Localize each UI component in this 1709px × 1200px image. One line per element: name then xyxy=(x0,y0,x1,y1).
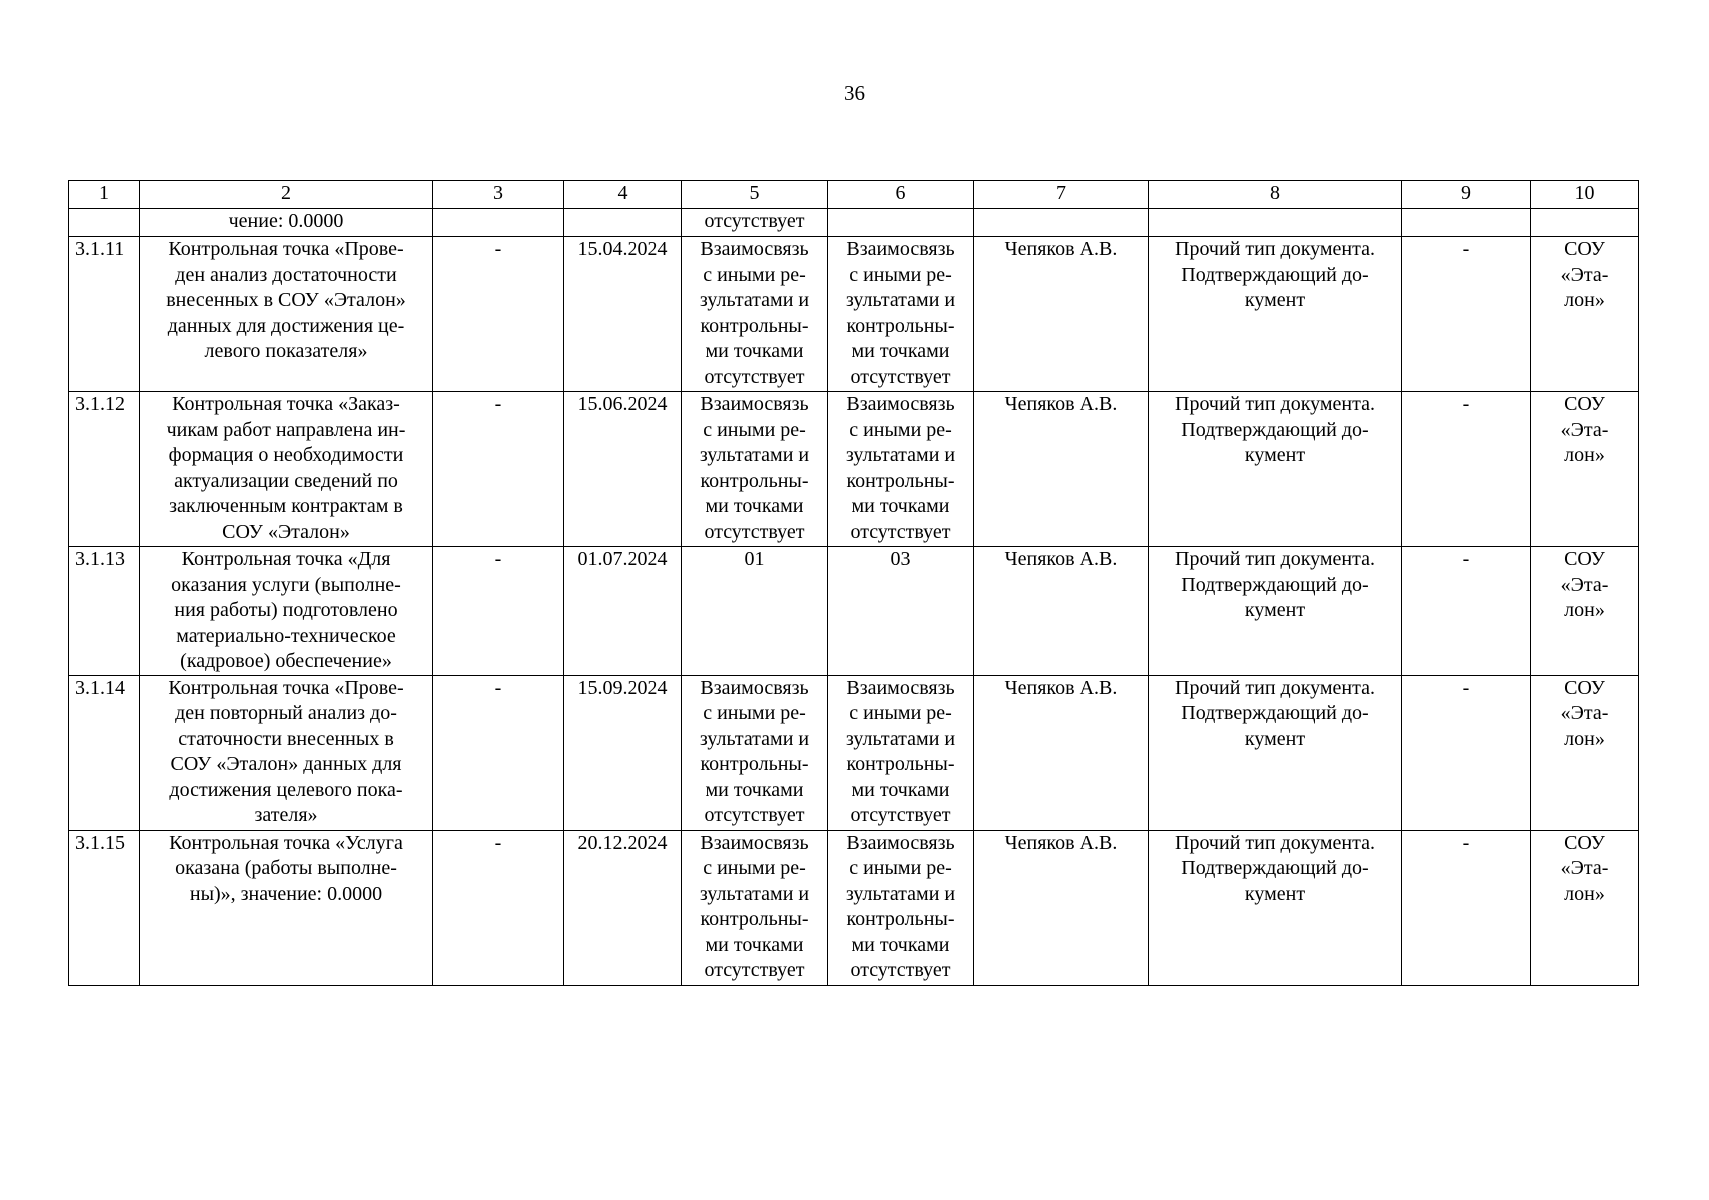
table-cell-text xyxy=(140,830,433,985)
cell-line: отсутствует xyxy=(704,959,805,981)
cell-line: Контрольная точка «Прове- xyxy=(168,238,404,260)
cell-line: ден анализ достаточности xyxy=(175,263,397,286)
cell-line: Прочий тип документа. xyxy=(1175,831,1375,854)
continuation-row xyxy=(69,209,1639,237)
table-cell-num: 3.1.11 xyxy=(69,237,140,392)
table-cell-person: Чепяков А.В. xyxy=(974,392,1149,547)
cell-line: материально-техническое xyxy=(176,624,396,647)
table-cell-c6 xyxy=(828,675,974,830)
cell-line: СОУ xyxy=(1564,831,1605,854)
table-cell-c3: - xyxy=(433,547,564,676)
cell-line: ми точками xyxy=(851,495,950,517)
cell-line: «Эта- xyxy=(1560,857,1609,879)
table-cell: чение: 0.0000 xyxy=(140,209,433,237)
header-cell: 5 xyxy=(682,181,828,209)
cell-line: заключенным контрактам в xyxy=(169,495,403,517)
table-row xyxy=(69,237,1639,392)
cell-line: Подтверждающий до- xyxy=(1181,702,1369,724)
table-cell-c3: - xyxy=(433,392,564,547)
table-cell-text xyxy=(140,675,433,830)
cell-line: контрольны- xyxy=(846,469,955,492)
table-cell-num: 3.1.15 xyxy=(69,830,140,985)
table-cell-person: Чепяков А.В. xyxy=(974,830,1149,985)
cell-line: Контрольная точка «Прове- xyxy=(168,676,404,699)
table-cell-c5 xyxy=(682,830,828,985)
cell-line: оказана (работы выполне- xyxy=(175,857,397,879)
milestones-table xyxy=(68,180,1639,986)
header-cell: 1 xyxy=(69,181,140,209)
cell-line: зателя» xyxy=(254,804,318,826)
table-cell-c9: - xyxy=(1402,547,1531,676)
cell-line: ны)», значение: 0.0000 xyxy=(189,882,383,905)
table-cell: отсутствует xyxy=(682,209,828,237)
cell-line: «Эта- xyxy=(1560,418,1609,441)
cell-line: СОУ «Эталон» xyxy=(222,520,350,543)
cell-line: Взаимосвязь xyxy=(846,831,955,854)
table-row xyxy=(69,675,1639,830)
cell-line: оказания услуги (выполне- xyxy=(171,573,401,596)
cell-line: зультатами и xyxy=(845,289,956,311)
cell-line: отсутствует xyxy=(704,804,805,826)
table-row xyxy=(69,392,1639,547)
table-cell-num: 3.1.13 xyxy=(69,547,140,676)
header-cell: 9 xyxy=(1402,181,1531,209)
table-cell-sys xyxy=(1531,392,1639,547)
table-cell xyxy=(1402,209,1531,237)
cell-line: отсутствует xyxy=(850,804,951,826)
cell-line: с иными ре- xyxy=(703,702,806,724)
cell-line: отсутствует xyxy=(850,959,951,981)
cell-line: Взаимосвязь xyxy=(846,676,955,699)
table-cell xyxy=(1531,209,1639,237)
cell-line: ми точками xyxy=(851,778,950,801)
cell-line: Взаимосвязь xyxy=(846,393,955,415)
cell-line: Взаимосвязь xyxy=(700,238,809,260)
cell-line: зультатами и xyxy=(845,444,956,466)
table-cell-c9: - xyxy=(1402,392,1531,547)
cell-line: внесенных в СОУ «Эталон» xyxy=(166,289,406,311)
cell-line: зультатами и xyxy=(845,882,956,905)
cell-line: с иными ре- xyxy=(849,857,952,879)
header-cell: 8 xyxy=(1149,181,1402,209)
cell-line: отсутствует xyxy=(704,365,805,388)
page-number: 36 xyxy=(844,81,865,105)
cell-line: ния работы) подготовлено xyxy=(174,599,398,621)
table-cell-person: Чепяков А.В. xyxy=(974,237,1149,392)
header-cell: 6 xyxy=(828,181,974,209)
table-row xyxy=(69,830,1639,985)
cell-line: данных для достижения це- xyxy=(167,314,405,337)
header-cell: 4 xyxy=(564,181,682,209)
cell-line: ден повторный анализ до- xyxy=(175,702,397,724)
table-cell-c6 xyxy=(828,392,974,547)
table-cell-sys xyxy=(1531,237,1639,392)
table-cell-text xyxy=(140,547,433,676)
cell-line: Контрольная точка «Заказ- xyxy=(172,393,400,415)
header-row xyxy=(69,181,1639,209)
cell-line: зультатами и xyxy=(845,727,956,750)
table-cell-person: Чепяков А.В. xyxy=(974,547,1149,676)
cell-line: СОУ «Эталон» данных для xyxy=(170,753,402,775)
cell-line: СОУ xyxy=(1564,393,1605,415)
table-cell-doc xyxy=(1149,675,1402,830)
table-cell xyxy=(828,209,974,237)
cell-line: зультатами и xyxy=(699,882,810,905)
cell-line: ми точками xyxy=(851,933,950,956)
cell-line: зультатами и xyxy=(699,444,810,466)
cell-line: лон» xyxy=(1564,289,1605,311)
cell-line: ми точками xyxy=(851,340,950,362)
cell-line: с иными ре- xyxy=(849,702,952,724)
table-cell-c5 xyxy=(682,392,828,547)
cell-line: Взаимосвязь xyxy=(700,676,809,699)
table-cell-c5 xyxy=(682,675,828,830)
table-cell-c6 xyxy=(828,237,974,392)
table-cell-c9: - xyxy=(1402,675,1531,830)
table-cell-c3: - xyxy=(433,675,564,830)
cell-line: контрольны- xyxy=(846,908,955,930)
table-cell-date: 15.04.2024 xyxy=(564,237,682,392)
table-cell-c9: - xyxy=(1402,237,1531,392)
cell-line: лон» xyxy=(1564,727,1605,750)
table-cell xyxy=(69,209,140,237)
table-row xyxy=(69,547,1639,676)
cell-line: кумент xyxy=(1244,444,1306,466)
cell-line: кумент xyxy=(1244,727,1306,750)
cell-line: Прочий тип документа. xyxy=(1175,393,1375,415)
cell-line: чикам работ направлена ин- xyxy=(166,418,406,441)
table-cell-c3: - xyxy=(433,237,564,392)
header-cell: 10 xyxy=(1531,181,1639,209)
cell-line: зультатами и xyxy=(699,727,810,750)
table-cell-person: Чепяков А.В. xyxy=(974,675,1149,830)
cell-line: Прочий тип документа. xyxy=(1175,238,1375,260)
cell-line: с иными ре- xyxy=(703,418,806,441)
table-cell-num: 3.1.14 xyxy=(69,675,140,830)
cell-line: Подтверждающий до- xyxy=(1181,418,1369,441)
table-cell-c3: - xyxy=(433,830,564,985)
table-cell-date: 01.07.2024 xyxy=(564,547,682,676)
cell-line: контрольны- xyxy=(846,753,955,775)
cell-line: с иными ре- xyxy=(849,418,952,441)
table-cell xyxy=(974,209,1149,237)
cell-line: актуализации сведений по xyxy=(174,469,398,492)
cell-line: контрольны- xyxy=(846,314,955,337)
table-cell-sys xyxy=(1531,547,1639,676)
cell-line: Прочий тип документа. xyxy=(1175,676,1375,699)
table-cell-doc xyxy=(1149,830,1402,985)
cell-line: Контрольная точка «Услуга xyxy=(169,831,403,854)
table-cell-doc xyxy=(1149,547,1402,676)
table-cell xyxy=(433,209,564,237)
cell-line: 01 xyxy=(744,548,765,570)
cell-line: контрольны- xyxy=(700,753,809,775)
table-cell-text xyxy=(140,392,433,547)
cell-line: (кадровое) обеспечение» xyxy=(180,650,392,672)
table-cell-c6 xyxy=(828,830,974,985)
cell-line: кумент xyxy=(1244,599,1306,621)
cell-line: контрольны- xyxy=(700,908,809,930)
cell-line: «Эта- xyxy=(1560,263,1609,286)
cell-line: зультатами и xyxy=(699,289,810,311)
cell-line: Взаимосвязь xyxy=(846,238,955,260)
table-cell xyxy=(1149,209,1402,237)
table-cell-c5 xyxy=(682,547,828,676)
table-cell-c6 xyxy=(828,547,974,676)
table-cell-date: 20.12.2024 xyxy=(564,830,682,985)
table-cell-text xyxy=(140,237,433,392)
table-cell xyxy=(564,209,682,237)
cell-line: кумент xyxy=(1244,289,1306,311)
cell-line: СОУ xyxy=(1564,676,1605,699)
header-cell: 3 xyxy=(433,181,564,209)
table-cell-sys xyxy=(1531,675,1639,830)
cell-line: левого показателя» xyxy=(204,340,368,362)
cell-line: формация о необходимости xyxy=(168,444,404,466)
cell-line: контрольны- xyxy=(700,469,809,492)
cell-line: ми точками xyxy=(705,933,804,956)
cell-line: отсутствует xyxy=(704,520,805,543)
cell-line: Прочий тип документа. xyxy=(1175,548,1375,570)
cell-line: «Эта- xyxy=(1560,702,1609,724)
cell-line: с иными ре- xyxy=(703,857,806,879)
table-cell-doc xyxy=(1149,237,1402,392)
cell-line: Подтверждающий до- xyxy=(1181,857,1369,879)
table-cell-doc xyxy=(1149,392,1402,547)
cell-line: СОУ xyxy=(1564,238,1605,260)
cell-line: отсутствует xyxy=(850,365,951,388)
cell-line: «Эта- xyxy=(1560,573,1609,596)
cell-line: отсутствует xyxy=(850,520,951,543)
header-cell: 2 xyxy=(140,181,433,209)
cell-line: Взаимосвязь xyxy=(700,831,809,854)
cell-line: СОУ xyxy=(1564,548,1605,570)
cell-line: лон» xyxy=(1564,882,1605,905)
cell-line: Контрольная точка «Для xyxy=(181,548,391,570)
cell-line: кумент xyxy=(1244,882,1306,905)
table-cell-c9: - xyxy=(1402,830,1531,985)
cell-line: 03 xyxy=(890,548,911,570)
cell-line: контрольны- xyxy=(700,314,809,337)
cell-line: достижения целевого пока- xyxy=(169,778,403,801)
cell-line: с иными ре- xyxy=(703,263,806,286)
cell-line: ми точками xyxy=(705,778,804,801)
cell-line: Подтверждающий до- xyxy=(1181,573,1369,596)
table-cell-num: 3.1.12 xyxy=(69,392,140,547)
cell-line: ми точками xyxy=(705,340,804,362)
cell-line: ми точками xyxy=(705,495,804,517)
header-cell: 7 xyxy=(974,181,1149,209)
table-cell-c5 xyxy=(682,237,828,392)
cell-line: статочности внесенных в xyxy=(178,727,394,750)
table-cell-date: 15.06.2024 xyxy=(564,392,682,547)
cell-line: лон» xyxy=(1564,599,1605,621)
cell-line: Взаимосвязь xyxy=(700,393,809,415)
cell-line: с иными ре- xyxy=(849,263,952,286)
table-cell-sys xyxy=(1531,830,1639,985)
cell-line: лон» xyxy=(1564,444,1605,466)
table-cell-date: 15.09.2024 xyxy=(564,675,682,830)
cell-line: Подтверждающий до- xyxy=(1181,263,1369,286)
